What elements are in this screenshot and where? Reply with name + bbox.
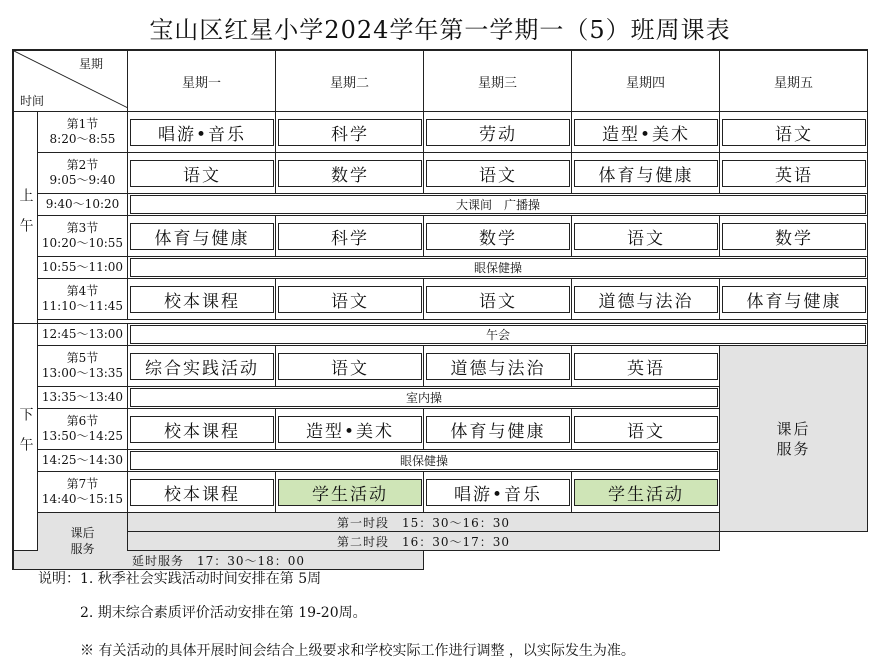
segment-morning: 上午 (14, 112, 38, 324)
after-school-row (14, 532, 868, 551)
period-row (14, 112, 868, 153)
header-corner (14, 51, 128, 112)
course-name: 劳动 (426, 119, 570, 146)
period-label: 第5节 (66, 351, 99, 365)
course-name: 语文 (426, 286, 570, 313)
course-cell (424, 346, 572, 387)
course-name: 语文 (278, 353, 422, 380)
course-name: 数学 (426, 223, 570, 250)
course-cell (128, 216, 276, 257)
period-row (14, 279, 868, 320)
period-time: 14:40～15:15 (41, 492, 124, 506)
break-activity-cell (128, 450, 720, 472)
course-cell (424, 216, 572, 257)
course-cell (572, 153, 720, 194)
day-header: 星期五 (720, 51, 868, 112)
time-corner-label: 时间 (20, 94, 45, 108)
course-name: 语文 (130, 160, 274, 187)
course-name: 唱游•音乐 (426, 479, 570, 506)
course-cell (424, 472, 572, 513)
course-name: 语文 (574, 223, 718, 250)
course-name: 校本课程 (130, 479, 274, 506)
service-label-line1: 课后 (776, 419, 811, 438)
period-time: 13:00～13:35 (41, 366, 124, 380)
course-cell (276, 279, 424, 320)
break-time: 10:55～11:00 (38, 257, 128, 279)
course-cell-highlight (572, 472, 720, 513)
period-slot (38, 112, 128, 153)
course-cell (424, 279, 572, 320)
break-activity: 午会 (130, 325, 866, 344)
day-header: 星期四 (572, 51, 720, 112)
period-label: 第4节 (66, 284, 99, 298)
period-label: 第2节 (66, 158, 99, 172)
course-name: 造型•美术 (278, 416, 422, 443)
period-row (14, 216, 868, 257)
course-cell (276, 409, 424, 450)
day-header: 星期一 (128, 51, 276, 112)
course-cell (572, 279, 720, 320)
period-slot (38, 216, 128, 257)
course-cell (128, 472, 276, 513)
period-time: 8:20～8:55 (49, 132, 116, 146)
course-name: 学生活动 (574, 479, 718, 506)
course-name: 造型•美术 (574, 119, 718, 146)
course-cell (572, 346, 720, 387)
friday-after-school-service (720, 346, 868, 532)
break-activity: 大课间 广播操 (130, 195, 866, 214)
note-line: 2. 期末综合素质评价活动安排在第 19-20周。 (80, 605, 367, 621)
course-name: 数学 (722, 223, 866, 250)
course-name: 语文 (278, 286, 422, 313)
break-activity-cell (128, 387, 720, 409)
period-time: 9:05～9:40 (49, 173, 116, 187)
period-label: 第7节 (66, 477, 99, 491)
course-cell (128, 346, 276, 387)
course-cell (424, 153, 572, 194)
after-school-line2: 服务 (70, 542, 95, 556)
break-activity-cell (128, 324, 868, 346)
break-row (14, 257, 868, 279)
break-time: 12:45～13:00 (38, 324, 128, 346)
page-title: 宝山区红星小学2024学年第一学期一（5）班周课表 (149, 16, 731, 44)
course-cell (128, 112, 276, 153)
break-activity: 眼保健操 (130, 258, 866, 277)
course-cell (128, 153, 276, 194)
course-name: 校本课程 (130, 416, 274, 443)
service-label-line2: 服务 (776, 439, 811, 458)
course-cell (276, 216, 424, 257)
course-name: 语文 (574, 416, 718, 443)
period-time: 10:20～10:55 (41, 236, 124, 250)
note-line: 说明：1. 秋季社会实践活动时间安排在第 5周 (38, 571, 322, 587)
period-slot (38, 346, 128, 387)
timetable (12, 49, 868, 570)
course-cell (128, 409, 276, 450)
course-name: 体育与健康 (130, 223, 274, 250)
day-header: 星期二 (276, 51, 424, 112)
course-cell (128, 279, 276, 320)
break-activity-cell (128, 194, 868, 216)
period-slot (38, 279, 128, 320)
course-name: 科学 (278, 119, 422, 146)
break-row (14, 194, 868, 216)
course-cell (572, 112, 720, 153)
course-name: 英语 (722, 160, 866, 187)
after-school-time: 第二时段 16：30～17：30 (128, 532, 720, 551)
period-row (14, 346, 868, 387)
segment-afternoon: 下午 (14, 324, 38, 551)
break-time: 14:25～14:30 (38, 450, 128, 472)
course-name: 数学 (278, 160, 422, 187)
course-name: 学生活动 (278, 479, 422, 506)
day-header: 星期三 (424, 51, 572, 112)
course-cell (276, 153, 424, 194)
after-school-line1: 课后 (70, 526, 95, 540)
course-cell (572, 216, 720, 257)
course-name: 英语 (574, 353, 718, 380)
break-row (14, 324, 868, 346)
course-cell (720, 112, 868, 153)
break-activity: 眼保健操 (130, 451, 718, 470)
course-name: 体育与健康 (426, 416, 570, 443)
weekday-corner-label: 星期 (78, 57, 103, 71)
period-slot (38, 409, 128, 450)
after-school-time: 第一时段 15：30～16：30 (128, 513, 720, 532)
course-cell (424, 409, 572, 450)
period-label: 第3节 (66, 221, 99, 235)
course-cell (720, 279, 868, 320)
course-cell (720, 216, 868, 257)
course-cell (424, 112, 572, 153)
period-time: 13:50～14:25 (41, 429, 124, 443)
course-cell (276, 346, 424, 387)
header-row (14, 51, 868, 112)
course-name: 语文 (426, 160, 570, 187)
break-time: 13:35～13:40 (38, 387, 128, 409)
break-activity-cell (128, 257, 868, 279)
after-school-time: 延时服务 17：30～18：00 (14, 551, 424, 570)
course-name: 体育与健康 (722, 286, 866, 313)
note-line: ※ 有关活动的具体开展时间会结合上级要求和学校实际工作进行调整 ，以实际发生为准。 (80, 643, 635, 659)
course-cell (572, 409, 720, 450)
break-time: 9:40～10:20 (38, 194, 128, 216)
course-name: 科学 (278, 223, 422, 250)
course-cell (720, 153, 868, 194)
period-slot (38, 153, 128, 194)
course-name: 综合实践活动 (130, 353, 274, 380)
period-label: 第1节 (66, 117, 99, 131)
course-name: 校本课程 (130, 286, 274, 313)
course-name: 道德与法治 (574, 286, 718, 313)
course-name: 道德与法治 (426, 353, 570, 380)
course-name: 体育与健康 (574, 160, 718, 187)
period-time: 11:10～11:45 (41, 299, 124, 313)
period-label: 第6节 (66, 414, 99, 428)
period-slot (38, 472, 128, 513)
course-name: 唱游•音乐 (130, 119, 274, 146)
period-row (14, 153, 868, 194)
break-activity: 室内操 (130, 388, 718, 407)
course-cell (276, 112, 424, 153)
course-name: 语文 (722, 119, 866, 146)
course-cell-highlight (276, 472, 424, 513)
